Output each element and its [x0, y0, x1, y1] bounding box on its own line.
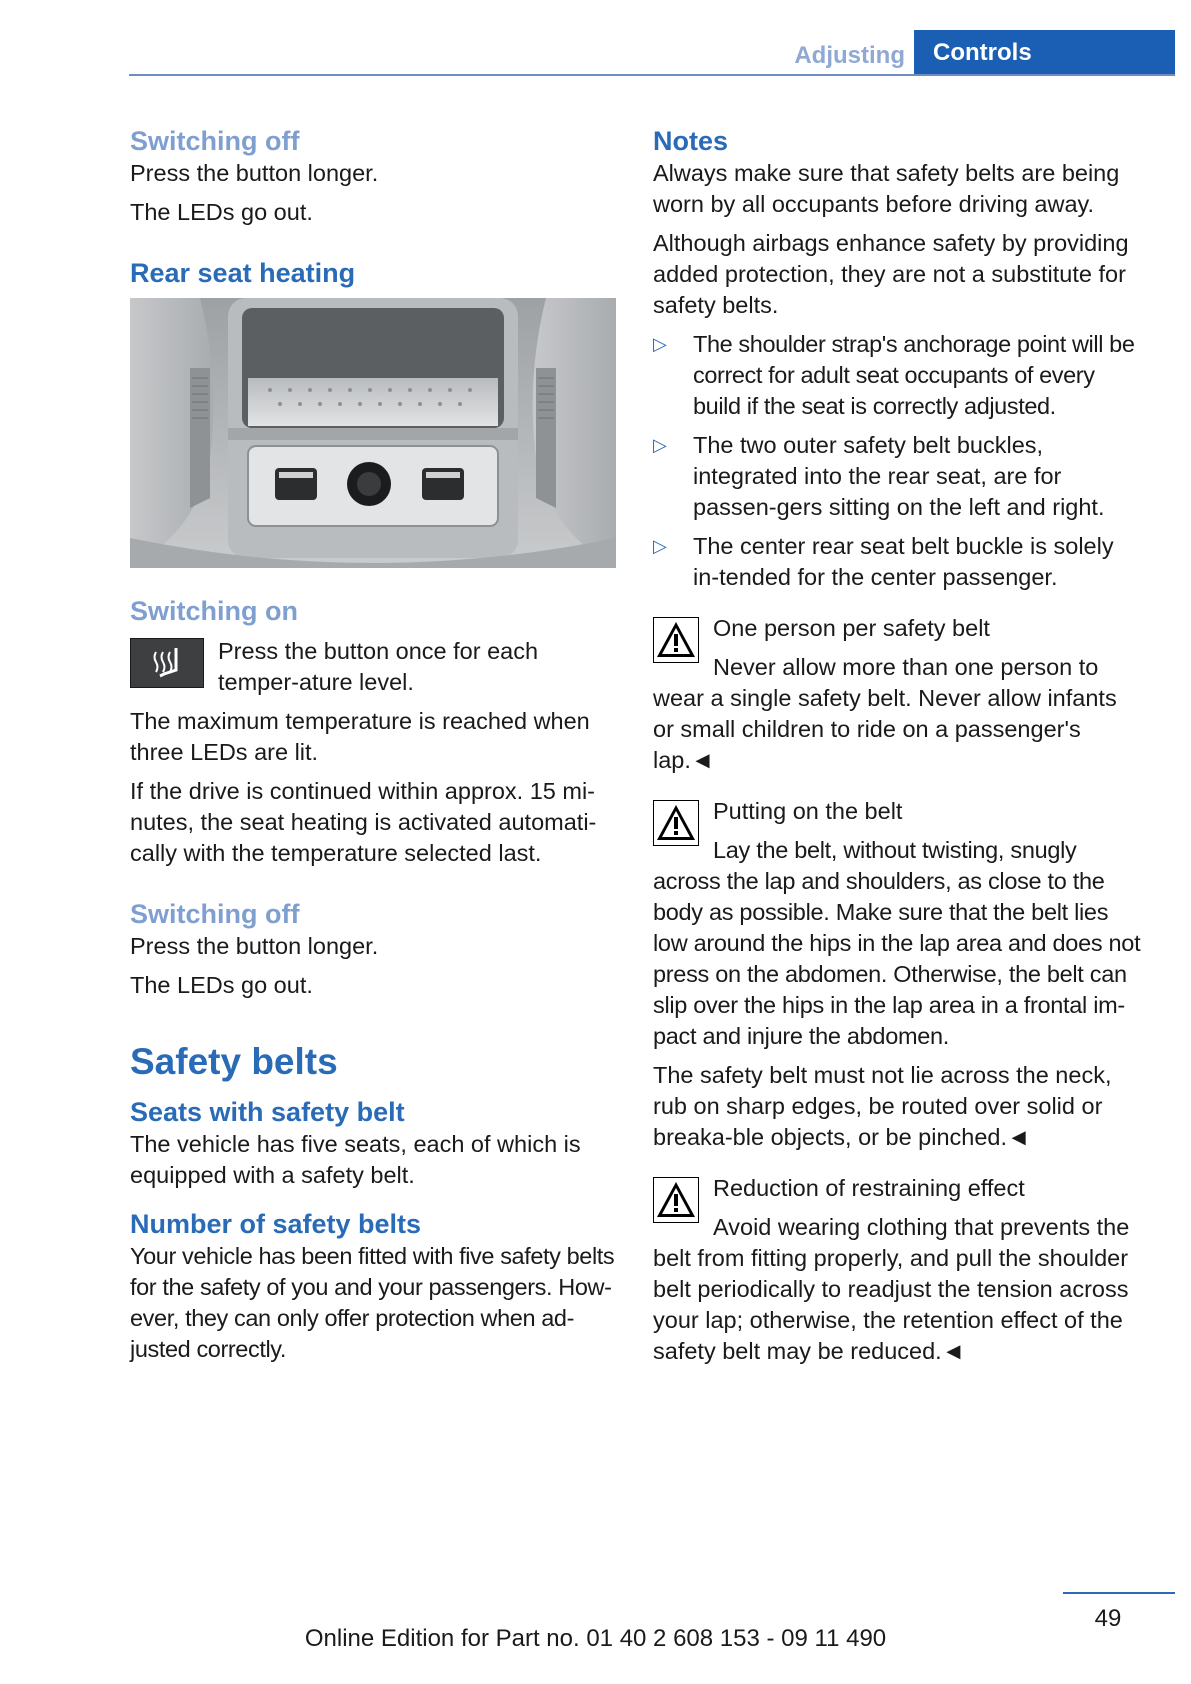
switching-off-text: Press the button longer.	[130, 160, 379, 186]
switching-on-text: Press the button once for each temper-ature level.	[218, 638, 539, 695]
warning-icon	[653, 617, 699, 663]
rear-console-photo	[130, 298, 616, 568]
header-chapter-tab: Controls	[914, 30, 1175, 76]
switching-on-text: The maximum temperature is reached when three LEDs are lit.	[130, 708, 590, 765]
notes-bullet-list	[653, 329, 1143, 593]
switching-off-text: The LEDs go out.	[130, 199, 313, 225]
warning-block	[653, 796, 1143, 1153]
warning-text: Never allow more than one person to wear a single safety belt. Never allow infants or small children to ride on a passenger's lap.◄	[653, 654, 1117, 773]
switching-off-heading: Switching off	[130, 899, 300, 929]
seat-heating-button-icon	[130, 638, 204, 688]
number-of-safety-belts-heading: Number of safety belts	[130, 1209, 422, 1239]
left-column	[130, 124, 618, 1373]
triangle-bullet-icon: ▷	[653, 435, 667, 455]
page-number: 49	[1094, 1605, 1122, 1632]
number-of-safety-belts-text: Your vehicle has been fitted with five safety belts for the safety of you and your passengers. How-ever, they can only offer protection when ad-justed correctly.	[130, 1243, 615, 1362]
header-section: Adjusting	[794, 42, 905, 69]
triangle-bullet-icon: ▷	[653, 536, 667, 556]
seats-with-safety-belt-heading: Seats with safety belt	[130, 1097, 405, 1127]
warning-block	[653, 1173, 1143, 1367]
warning-text: The safety belt must not lie across the neck, rub on sharp edges, be routed over solid or breaka-ble objects, or be pinched.◄	[653, 1062, 1112, 1150]
switching-on-heading: Switching on	[130, 596, 298, 626]
warning-text: Avoid wearing clothing that prevents the belt from fitting properly, and pull the shoulder belt periodically to readjust the tension across your lap; otherwise, the retention effect of the safety belt may be reduced.◄	[653, 1214, 1130, 1364]
warning-icon	[653, 1177, 699, 1223]
header-rule	[129, 74, 1175, 76]
notes-text: Always make sure that safety belts are being worn by all occupants before driving away.	[653, 160, 1120, 217]
seats-with-safety-belt-text: The vehicle has five seats, each of which is equipped with a safety belt.	[130, 1131, 581, 1188]
warning-block	[653, 613, 1143, 776]
list-item: ▷ The two outer safety belt buckles, integrated into the rear seat, are for passen-gers sitting on the left and right.	[653, 430, 1143, 523]
page-number-rule	[1063, 1592, 1175, 1594]
switching-off-text: The LEDs go out.	[130, 972, 313, 998]
switching-on-text: If the drive is continued within approx. 15 mi-nutes, the seat heating is activated automati-cally with the temperature selected last.	[130, 778, 597, 866]
switching-off-heading: Switching off	[130, 126, 300, 156]
warning-title: Reduction of restraining effect	[713, 1175, 1025, 1201]
list-item: ▷ The shoulder strap's anchorage point will be correct for adult seat occupants of every build if the seat is correctly adjusted.	[653, 329, 1143, 422]
safety-belts-heading: Safety belts	[130, 1041, 338, 1082]
switching-off-text: Press the button longer.	[130, 933, 379, 959]
list-item: ▷ The center rear seat belt buckle is solely in-tended for the center passenger.	[653, 531, 1143, 593]
rear-seat-heating-heading: Rear seat heating	[130, 258, 356, 288]
warning-title: One person per safety belt	[713, 615, 990, 641]
right-column	[653, 124, 1143, 1375]
footer-edition: Online Edition for Part no. 01 40 2 608 153 - 09 11 490	[304, 1625, 887, 1652]
warning-icon	[653, 800, 699, 846]
warning-title: Putting on the belt	[713, 798, 903, 824]
seat-heating-instruction	[130, 636, 618, 698]
triangle-bullet-icon: ▷	[653, 334, 667, 354]
notes-text: Although airbags enhance safety by providing added protection, they are not a substitute for safety belts.	[653, 230, 1129, 318]
notes-heading: Notes	[653, 126, 729, 156]
warning-text: Lay the belt, without twisting, snugly across the lap and shoulders, as close to the body as possible. Make sure that the belt lies low around the hips in the lap area and does not press on the abdomen. Otherwise, the belt can slip over the hips in the lap area in a frontal im-pact and injure the abdomen.	[653, 837, 1141, 1049]
